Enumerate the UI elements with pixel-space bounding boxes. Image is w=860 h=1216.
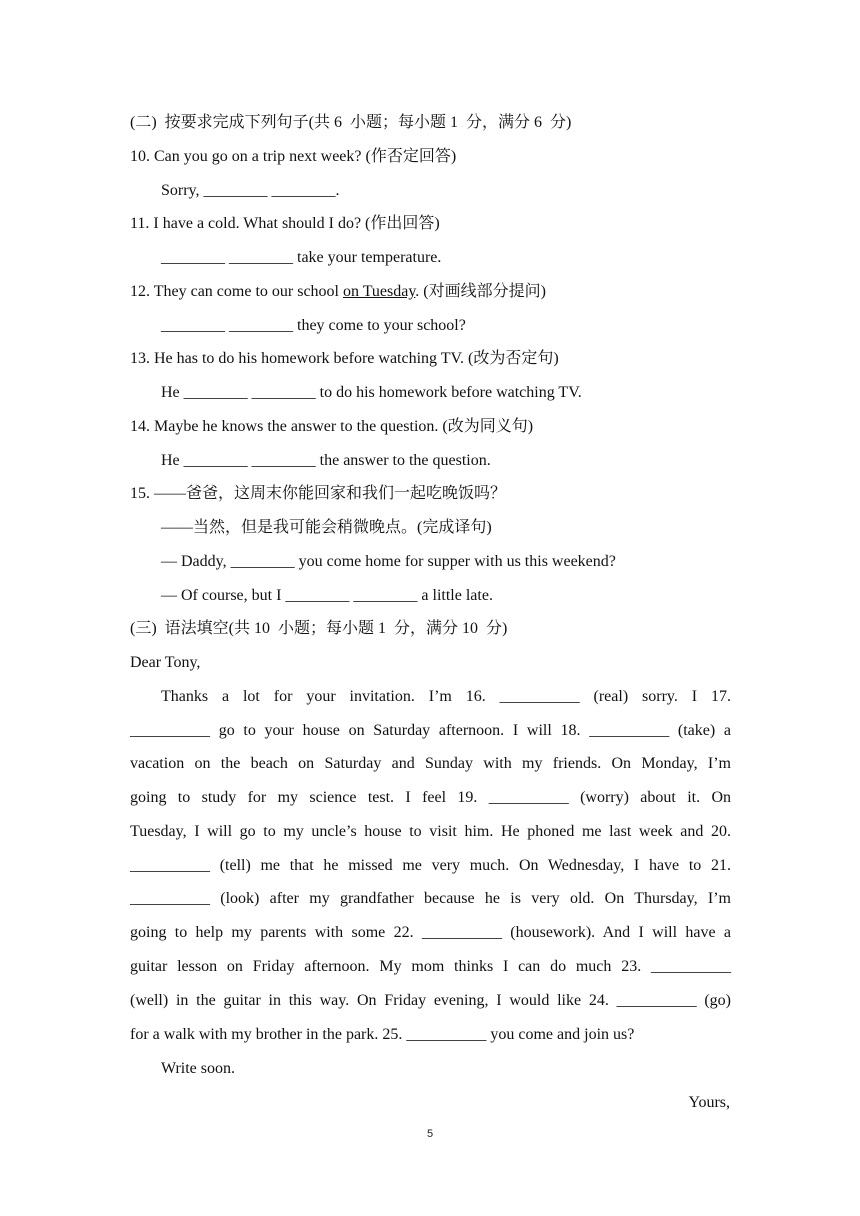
question-12-instruction: . (对画线部分提问) <box>415 283 546 300</box>
letter-signoff: Yours, <box>688 1094 730 1111</box>
question-12-underlined: on Tuesday <box>342 283 416 300</box>
question-15-line3: — Daddy, ________ you come home for supper with us this weekend? <box>161 553 616 570</box>
answer-14: He ________ ________ the answer to the question. <box>161 452 491 469</box>
question-11: 11. I have a cold. What should I do? (作出回答) <box>130 215 440 232</box>
passage-line: __________ (tell) me that he missed me very much. On Wednesday, I have to 21. <box>130 857 731 874</box>
question-15: 15. ——爸爸，这周末你能回家和我们一起吃晚饭吗？ <box>130 485 507 502</box>
answer-11: ________ ________ take your temperature. <box>161 249 442 266</box>
passage-line: Thanks a lot for your invitation. I’m 16. __________ (real) sorry. I 17. <box>161 688 731 705</box>
question-12-text: 12. They can come to our school <box>130 283 343 300</box>
passage-line: going to help my parents with some 22. __________ (housework). And I will have a <box>130 924 731 941</box>
question-15-line4: — Of course, but I ________ ________ a little late. <box>161 587 493 604</box>
answer-12: ________ ________ they come to your school? <box>161 317 466 334</box>
question-14: 14. Maybe he knows the answer to the question. (改为同义句) <box>130 418 534 435</box>
section3-heading: (三) 语法填空(共 10 小题；每小题 1 分，满分 10 分) <box>130 620 508 637</box>
passage-line: for a walk with my brother in the park. 25. __________ you come and join us? <box>130 1026 635 1043</box>
passage-line: going to study for my science test. I feel 19. __________ (worry) about it. On <box>130 789 731 806</box>
passage-line: Tuesday, I will go to my uncle’s house to visit him. He phoned me last week and 20. <box>130 823 731 840</box>
question-13: 13. He has to do his homework before watching TV. (改为否定句) <box>130 350 559 367</box>
passage-line: (well) in the guitar in this way. On Friday evening, I would like 24. __________ (go) <box>130 992 731 1009</box>
answer-13: He ________ ________ to do his homework before watching TV. <box>161 384 582 401</box>
question-15-line2: ——当然，但是我可能会稍微晚点。(完成译句) <box>161 519 492 536</box>
passage-line: __________ go to your house on Saturday afternoon. I will 18. __________ (take) a <box>130 722 731 739</box>
question-10: 10. Can you go on a trip next week? (作否定回答) <box>130 148 457 165</box>
page-number: 5 <box>426 1128 434 1140</box>
letter-salutation: Dear Tony, <box>130 654 201 671</box>
passage-line: __________ (look) after my grandfather because he is very old. On Thursday, I’m <box>130 890 731 907</box>
section2-heading: (二) 按要求完成下列句子(共 6 小题；每小题 1 分，满分 6 分) <box>130 114 572 131</box>
passage-line: guitar lesson on Friday afternoon. My mom thinks I can do much 23. __________ <box>130 958 731 975</box>
passage-line: vacation on the beach on Saturday and Sunday with my friends. On Monday, I’m <box>130 755 731 772</box>
answer-10: Sorry, ________ ________. <box>161 182 340 199</box>
letter-closing: Write soon. <box>161 1060 236 1077</box>
question-12 <box>130 282 546 302</box>
